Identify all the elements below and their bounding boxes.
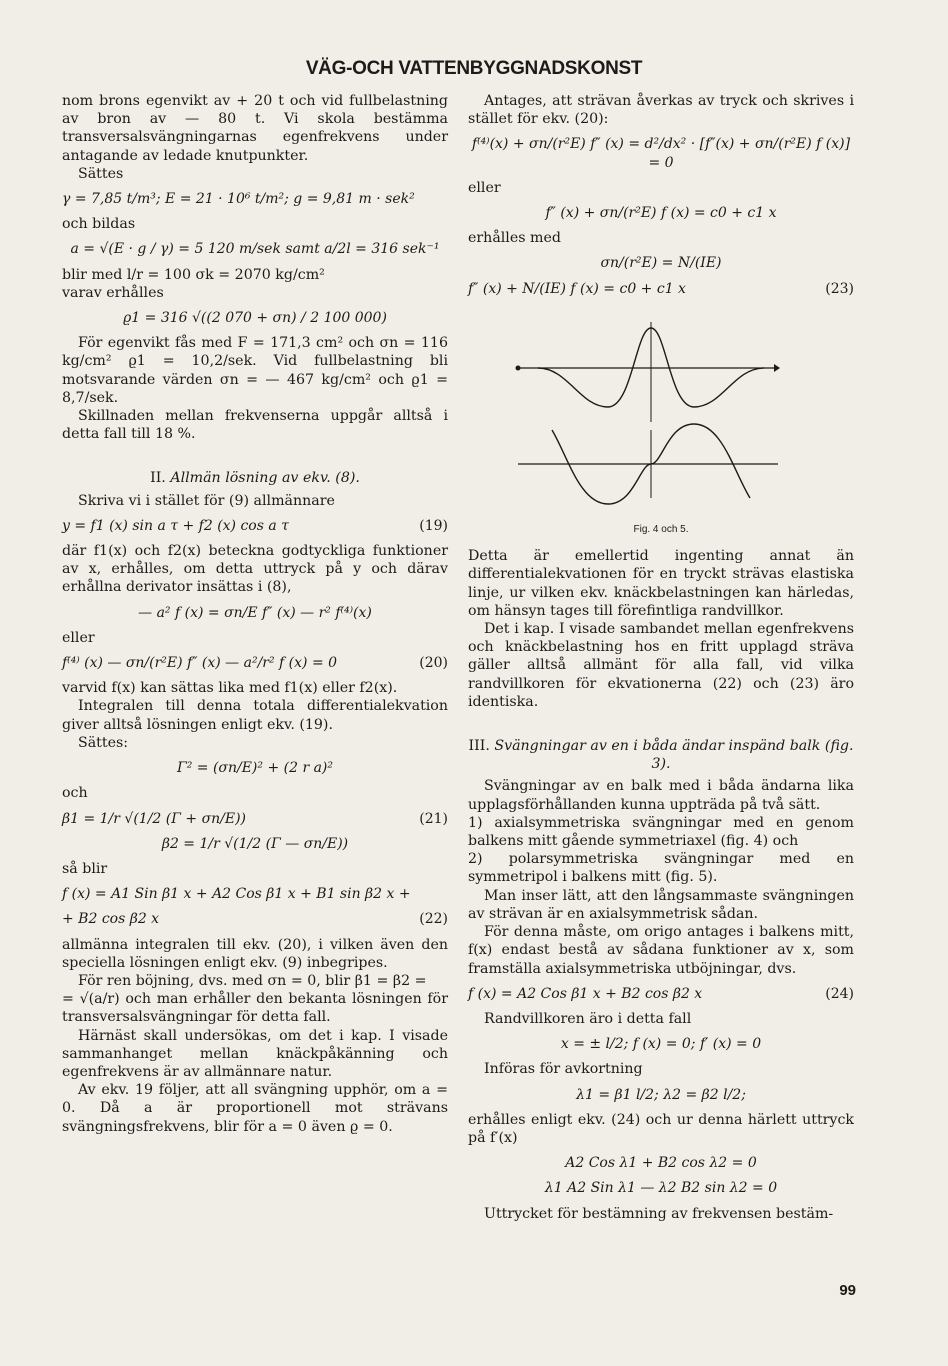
list-item: 1) axialsymmetriska svängningar med en genom balkens mitt gående symmetriaxel (fig. 4) och: [468, 814, 854, 850]
paragraph: eller: [62, 629, 95, 646]
equation-24: [468, 985, 854, 1003]
equation-constants: γ = 7,85 t/m³; E = 21 · 10⁶ t/m²; g = 9,81 m · sek²: [62, 191, 415, 208]
equation-21a: [62, 810, 448, 828]
equation-body: f″ (x) + N/(IE) f (x) = c0 + c1 x: [468, 280, 686, 297]
equation-21b: β2 = 1/r √(1/2 (Γ — σn/E)): [161, 835, 349, 852]
paragraph: och bildas: [62, 216, 136, 233]
paragraph: Integralen till denna totala differentialekvation giver alltså lösningen enligt ekv. (19).: [62, 698, 448, 733]
section-title: Svängningar av en i båda ändar inspänd balk (fig. 3).: [494, 738, 854, 773]
equation-23: [468, 280, 854, 298]
paragraph: Sättes:: [78, 734, 129, 751]
paragraph: Svängningar av en balk med i båda ändarna lika upplagsförhållanden kunna uppträda på två sätt.: [468, 778, 854, 813]
equation-boundary: x = ± l/2; f (x) = 0; f′ (x) = 0: [560, 1036, 762, 1053]
equation-compressed: f⁽⁴⁾(x) + σn/(r²E) f″ (x) = d²/dx² · [f″(x) + σn/(r²E) f (x)] = 0: [471, 136, 851, 171]
equation-system-2: λ1 A2 Sin λ1 — λ2 B2 sin λ2 = 0: [544, 1180, 778, 1197]
paragraph: och: [62, 785, 88, 802]
equation-number: (21): [419, 810, 448, 827]
section-heading: [62, 469, 448, 487]
paragraph: varvid f(x) kan sättas lika med f1(x) eller f2(x).: [62, 680, 398, 697]
paragraph: Av ekv. 19 följer, att all svängning upphör, om a = 0. Då a är proportionell mot strävans svängningsfrekvens, blir för a = 0 även ϱ = 0.: [62, 1082, 448, 1135]
figure-4-right-support: [774, 364, 780, 372]
page-number: 99: [839, 1282, 856, 1299]
paragraph: Sättes: [78, 165, 124, 182]
left-column: [62, 92, 448, 1136]
paragraph: erhålles med: [468, 230, 561, 247]
paragraph: För denna måste, om origo antages i balkens mitt, f(x) endast bestå av sådana funktioner av x, som framställa axialsymmetriska utböjningar, dvs.: [468, 924, 854, 977]
paragraph: eller: [468, 179, 501, 196]
running-header: VÄG-OCH VATTENBYGGNADSKONST: [305, 58, 643, 79]
right-column: [468, 92, 854, 1223]
equation-derived: — a² f (x) = σn/E f″ (x) — r² f⁽⁴⁾(x): [138, 604, 372, 621]
equation-22b: [62, 910, 448, 928]
equation-system-1: A2 Cos λ1 + B2 cos λ2 = 0: [565, 1155, 757, 1172]
equation-19: [62, 517, 448, 535]
equation-20: [62, 654, 448, 672]
paragraph: För ren böjning, dvs. med σn = 0, blir β1 = β2 =: [78, 972, 427, 989]
list-item: 2) polarsymmetriska svängningar med en symmetripol i balkens mitt (fig. 5).: [468, 851, 854, 886]
equation-second-order: f″ (x) + σn/(r²E) f (x) = c0 + c1 x: [545, 205, 777, 222]
equation-number: (20): [419, 655, 448, 672]
paragraph: Uttrycket för bestämning av frekvensen bestäm-: [484, 1205, 834, 1222]
equation-gamma: Γ² = (σn/E)² + (2 r a)²: [176, 760, 334, 777]
paragraph: Detta är emellertid ingenting annat än differentialekvationen för en tryckt strävas elastiska linje, ur vilken ekv. knäckbelastningen kan härledas, om hänsyn tages till förefintliga randvillkor.: [468, 548, 854, 619]
figure-caption: Fig. 4 och 5.: [633, 524, 689, 536]
equation-body: f⁽⁴⁾ (x) — σn/(r²E) f″ (x) — a²/r² f (x) = 0: [62, 655, 338, 672]
paragraph: = √(a/r) och man erhåller den bekanta lösningen för transversalsvängningar för detta fall.: [62, 991, 448, 1026]
paragraph: Skriva vi i stället för (9) allmännare: [78, 492, 335, 509]
equation-number: (19): [419, 517, 448, 534]
equation-body: f (x) = A2 Cos β1 x + B2 cos β2 x: [468, 985, 703, 1002]
paragraph: blir med l/r = 100 σk = 2070 kg/cm²: [62, 266, 325, 283]
paragraph: nom brons egenvikt av + 20 t och vid fullbelastning av bron av — 80 t. Vi skola bestämma transversalsvängningarnas egenfrekvens under antagande av ledade knutpunkter.: [62, 93, 448, 164]
paragraph: erhålles enligt ekv. (24) och ur denna härlett uttryck på f′(x): [468, 1111, 854, 1146]
equation-substitution: σn/(r²E) = N/(IE): [600, 255, 722, 272]
figure-4-5: [468, 312, 854, 539]
equation-rho: ϱ1 = 316 √((2 070 + σn) / 2 100 000): [123, 310, 387, 327]
equation-number: (24): [825, 985, 854, 1002]
equation-22a: f (x) = A1 Sin β1 x + A2 Cos β1 x + B1 sin β2 x +: [62, 886, 411, 903]
vibration-modes-figure: [468, 312, 854, 512]
paragraph: Antages, att strävan åverkas av tryck och skrives i stället för ekv. (20):: [468, 93, 854, 128]
equation-number: (22): [419, 911, 448, 928]
paragraph: Härnäst skall undersökas, om det i kap. I visade sammanhanget mellan knäckpåkänning och egenfrekvens är av allmännare natur.: [62, 1027, 448, 1080]
section-heading: [468, 737, 854, 773]
equation-body: y = f1 (x) sin a τ + f2 (x) cos a τ: [62, 517, 289, 534]
paragraph: allmänna integralen till ekv. (20), i vilken även den speciella lösningen enligt ekv. (9) inbegripes.: [62, 936, 448, 971]
paragraph: Införas för avkortning: [484, 1061, 643, 1078]
figure-4-left-support: [516, 365, 521, 370]
section-number: II.: [150, 470, 166, 487]
equation-number: (23): [825, 280, 854, 297]
paragraph: så blir: [62, 860, 108, 877]
paragraph: Det i kap. I visade sambandet mellan egenfrekvens och knäckbelastning hos en fritt upplagd sträva gäller alltså allmänt för alla fall, vid vilka randvillkoren för ekvationerna (22) och (23) äro identiska.: [468, 621, 854, 710]
paragraph: Skillnaden mellan frekvenserna uppgår alltså i detta fall till 18 %.: [62, 408, 448, 443]
equation-a: a = √(E · g / γ) = 5 120 m/sek samt a/2l = 316 sek⁻¹: [70, 241, 440, 258]
equation-body: + B2 cos β2 x: [62, 911, 160, 928]
paragraph: Man inser lätt, att den långsammaste svängningen av strävan är en axialsymmetrisk sådan.: [468, 887, 854, 922]
equation-body: β1 = 1/r √(1/2 (Γ + σn/E)): [62, 810, 247, 827]
equation-lambda: λ1 = β1 l/2; λ2 = β2 l/2;: [576, 1086, 746, 1103]
paragraph: För egenvikt fås med F = 171,3 cm² och σn = 116 kg/cm² ϱ1 = 10,2/sek. Vid fullbelastning bli motsvarande värden σn = — 467 kg/cm² och ϱ1 = 8,7/sek.: [62, 335, 448, 406]
paragraph: Randvillkoren äro i detta fall: [484, 1010, 692, 1027]
section-title: Allmän lösning av ekv. (8).: [170, 470, 360, 487]
paragraph: där f1(x) och f2(x) beteckna godtyckliga funktioner av x, erhålles, om detta uttryck på y och därav erhållna derivator insättas i (8),: [62, 543, 448, 596]
section-number: III.: [468, 738, 490, 755]
paragraph: varav erhålles: [62, 284, 164, 301]
